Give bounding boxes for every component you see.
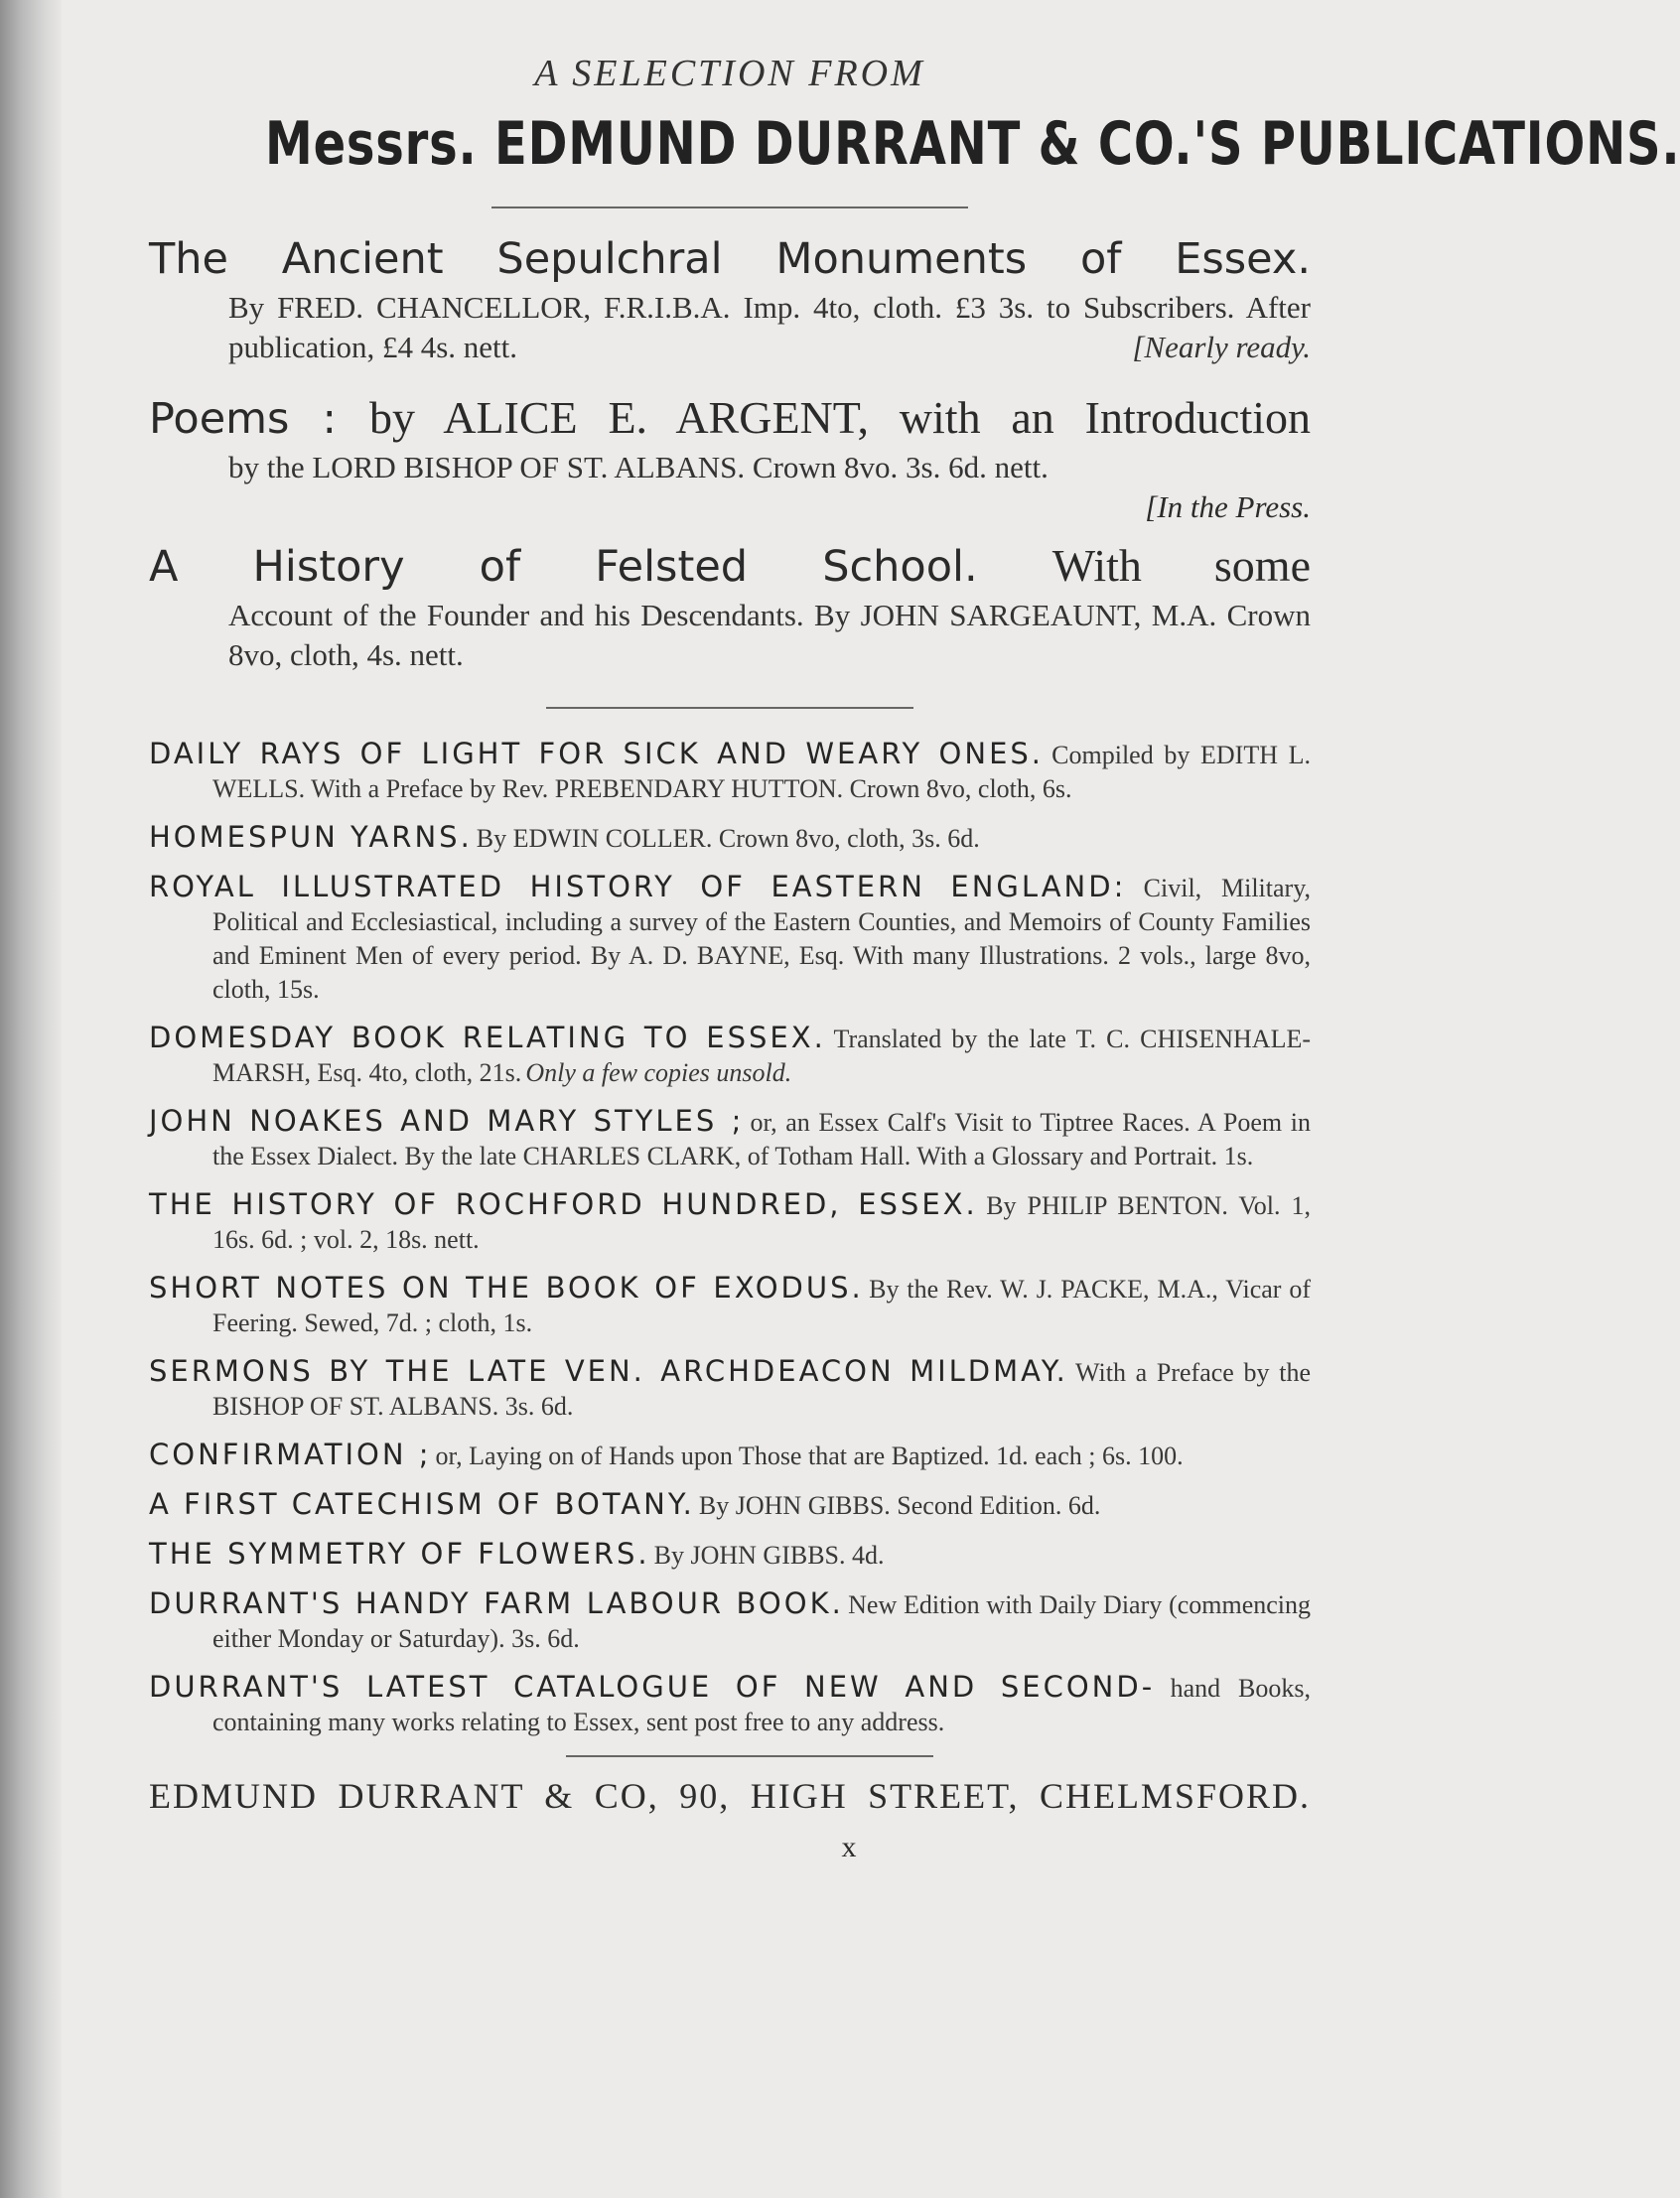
catalogue-entry [149, 1271, 1311, 1340]
catalogue-entry [149, 820, 1311, 856]
featured-entry [149, 537, 1311, 675]
entry-title: THE SYMMETRY OF FLOWERS. [149, 1537, 650, 1571]
entry-title: DURRANT'S LATEST CATALOGUE OF NEW AND SECOND- [149, 1670, 1156, 1704]
entry-title: ROYAL ILLUSTRATED HISTORY OF EASTERN ENGLAND: [149, 870, 1127, 903]
catalogue-entry [149, 870, 1311, 1007]
featured-title-prefix: Poems : [149, 394, 337, 444]
featured-description: Account of the Founder and his Descendants. By JOHN SARGEAUNT, M.A. Crown 8vo, cloth, 4s. nett. [228, 598, 1311, 672]
entry-text: By the Rev. W. J. PACKE, M.A., Vicar of Feering. Sewed, 7d. ; cloth, 1s. [212, 1275, 1312, 1337]
entry-title: DAILY RAYS OF LIGHT FOR SICK AND WEARY ONES. [149, 737, 1045, 770]
entry-text: By JOHN GIBBS. 4d. [653, 1541, 885, 1570]
page-number: x [841, 1831, 857, 1863]
entry-title: HOMESPUN YARNS. [149, 820, 473, 854]
featured-title-rest: by ALICE E. ARGENT, with an Introduction [368, 392, 1312, 443]
entry-title: DURRANT'S HANDY FARM LABOUR BOOK. [149, 1586, 844, 1620]
catalogue-entry [149, 1354, 1311, 1424]
divider-rule [491, 206, 968, 208]
entry-title: DOMESDAY BOOK RELATING TO ESSEX. [149, 1021, 826, 1054]
catalogue-entry [149, 1021, 1311, 1090]
entry-text: hand Books, containing many works relating to Essex, sent post free to any address. [212, 1674, 1312, 1736]
catalogue-entry [149, 1438, 1311, 1473]
featured-description-text: By FRED. CHANCELLOR, F.R.I.B.A. Imp. 4to, cloth. £3 3s. to Subscribers. After publication, £4 4s. nett. [228, 290, 1311, 364]
entry-text: Translated by the late T. C. CHISENHALE-MARSH, Esq. 4to, cloth, 21s. [212, 1025, 1312, 1087]
catalogue-entry [149, 737, 1311, 806]
catalogue-entry [149, 1586, 1311, 1656]
entry-text: By EDWIN COLLER. Crown 8vo, cloth, 3s. 6d. [476, 824, 980, 853]
entry-note: Only a few copies unsold. [525, 1058, 792, 1087]
featured-status: [In the Press. [1145, 489, 1311, 524]
catalogue-entry [149, 1537, 1311, 1573]
entry-text: By JOHN GIBBS. Second Edition. 6d. [698, 1491, 1101, 1520]
entry-text: or, an Essex Calf's Visit to Tiptree Races. A Poem in the Essex Dialect. By the late CHARLES CLARK, of Totham Hall. With a Glossary and Portrait. 1s. [212, 1108, 1311, 1170]
featured-title-rest: With some [1051, 540, 1312, 591]
divider-rule [546, 707, 913, 709]
selection-heading: A SELECTION FROM [534, 53, 925, 94]
entry-title: CONFIRMATION ; [149, 1438, 432, 1471]
featured-title: The Ancient Sepulchral Monuments of Essex. [149, 234, 1311, 284]
entry-text: Compiled by EDITH L. WELLS. With a Preface by Rev. PREBENDARY HUTTON. Crown 8vo, cloth, 6s. [212, 741, 1311, 803]
entry-text: Civil, Military, Political and Ecclesiastical, including a survey of the Eastern Counties, and Memoirs of County Families and Eminent Men of every period. By A. D. BAYNE, Esq. With many Illustrations. 2 vols., large 8vo, cloth, 15s. [212, 874, 1312, 1004]
book-spine-shadow [0, 0, 62, 2198]
catalogue-list [149, 737, 1311, 1739]
catalogue-entry [149, 1104, 1311, 1173]
featured-description [228, 288, 1311, 367]
featured-title [149, 389, 1311, 448]
divider-rule [566, 1755, 933, 1757]
catalogue-entry [149, 1670, 1311, 1739]
advertisement-page [149, 52, 1680, 1864]
entry-text: New Edition with Daily Diary (commencing either Monday or Saturday). 3s. 6d. [212, 1590, 1312, 1653]
featured-entry [149, 389, 1311, 527]
entry-title: THE HISTORY OF ROCHFORD HUNDRED, ESSEX. [149, 1187, 978, 1221]
featured-title [149, 537, 1311, 596]
featured-description: by the LORD BISHOP OF ST. ALBANS. Crown 8vo. 3s. 6d. nett. [228, 450, 1049, 484]
publisher-heading: Messrs. EDMUND DURRANT & CO.'S PUBLICATIONS. [265, 109, 1680, 179]
catalogue-entry [149, 1487, 1311, 1523]
entry-title: SERMONS BY THE LATE VEN. ARCHDEACON MILDMAY. [149, 1354, 1068, 1388]
featured-status: [Nearly ready. [1132, 330, 1311, 364]
entry-text: By PHILIP BENTON. Vol. 1, 16s. 6d. ; vol. 2, 18s. nett. [212, 1191, 1312, 1254]
featured-title-prefix: A History of Felsted School. [149, 542, 978, 592]
entry-title: SHORT NOTES ON THE BOOK OF EXODUS. [149, 1271, 864, 1305]
publisher-imprint: EDMUND DURRANT & CO, 90, HIGH STREET, CHELMSFORD. [149, 1776, 1311, 1816]
entry-text: With a Preface by the BISHOP OF ST. ALBANS. 3s. 6d. [212, 1358, 1312, 1421]
entry-title: A FIRST CATECHISM OF BOTANY. [149, 1487, 695, 1521]
featured-entry [149, 230, 1311, 367]
entry-text: or, Laying on of Hands upon Those that are Baptized. 1d. each ; 6s. 100. [435, 1442, 1184, 1470]
catalogue-entry [149, 1187, 1311, 1257]
entry-title: JOHN NOAKES AND MARY STYLES ; [149, 1104, 745, 1138]
